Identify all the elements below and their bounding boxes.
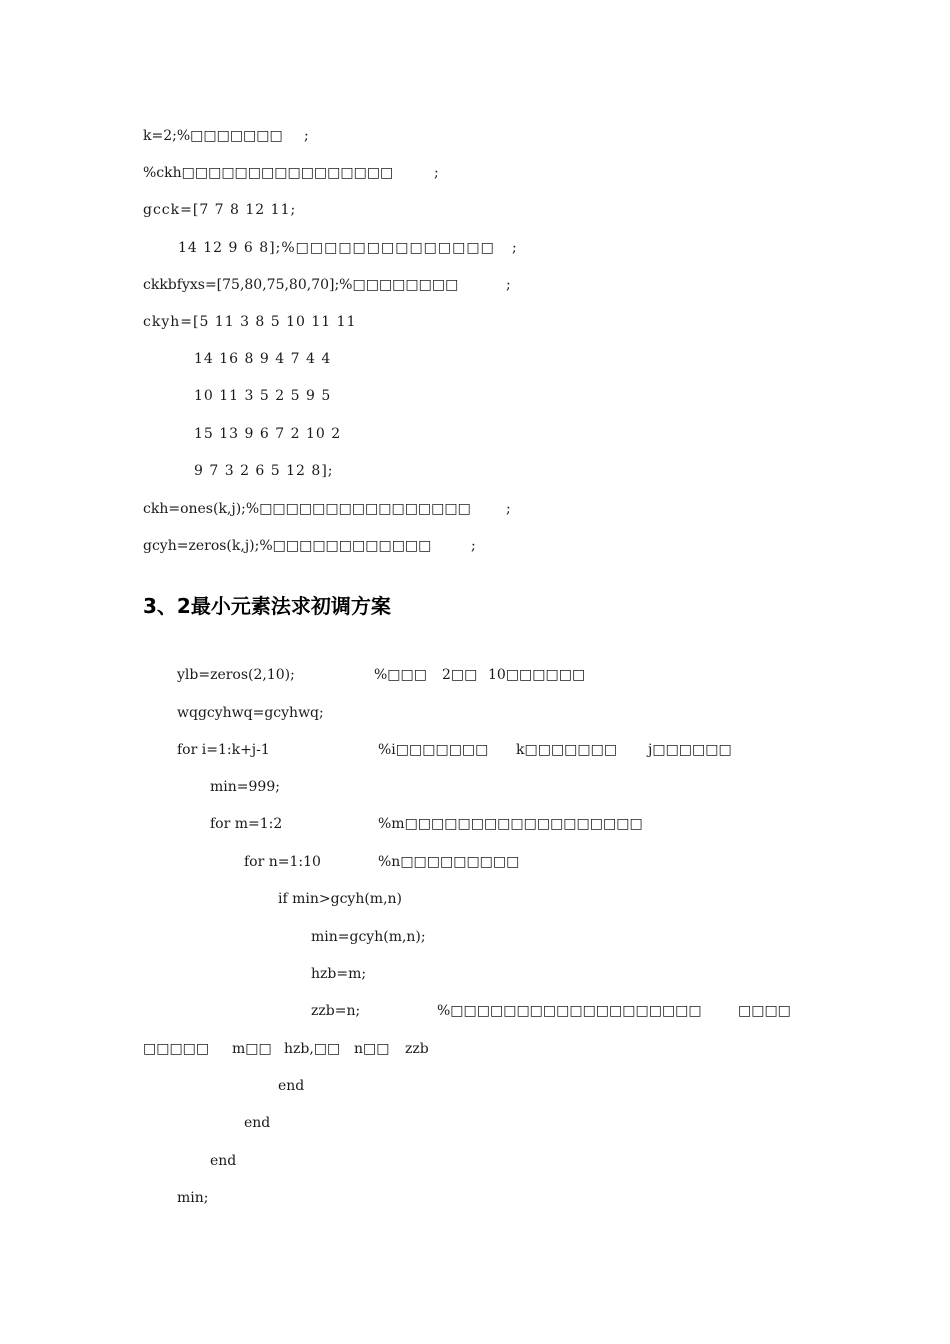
- code-comment: n□□: [354, 1041, 390, 1057]
- code-comment: %i□□□□□□□: [378, 742, 489, 758]
- code-semicolon: ;: [304, 128, 309, 144]
- code-semicolon: ;: [471, 538, 476, 554]
- code-comment: □□□□: [738, 1003, 791, 1019]
- code-comment: 10□□□□□□: [488, 667, 586, 683]
- matrix-row: 14 16 8 9 4 7 4 4: [194, 351, 332, 367]
- code-line: end: [210, 1153, 237, 1169]
- code-line: gcyh=zeros(k,j);%□□□□□□□□□□□□: [143, 538, 432, 554]
- code-comment: %n□□□□□□□□□: [378, 854, 520, 870]
- code-comment: %□□□: [374, 667, 427, 683]
- code-semicolon: ;: [512, 240, 517, 256]
- code-line: ckh=ones(k,j);%□□□□□□□□□□□□□□□□: [143, 501, 471, 517]
- code-comment: zzb: [405, 1041, 429, 1057]
- code-comment: □□□□□: [143, 1041, 210, 1057]
- code-line: ylb=zeros(2,10);: [177, 667, 295, 683]
- code-semicolon: ;: [506, 277, 511, 293]
- code-line: end: [244, 1115, 271, 1131]
- code-line: end: [278, 1078, 305, 1094]
- code-comment: 2□□: [442, 667, 478, 683]
- code-line: wqgcyhwq=gcyhwq;: [177, 705, 324, 721]
- code-line: k=2;%□□□□□□□: [143, 128, 283, 144]
- code-semicolon: ;: [434, 165, 439, 181]
- code-comment: hzb,□□: [284, 1041, 341, 1057]
- code-semicolon: ;: [506, 501, 511, 517]
- code-line: ckkbfyxs=[75,80,75,80,70];%□□□□□□□□: [143, 277, 459, 293]
- code-line: 14 12 9 6 8];%□□□□□□□□□□□□□□: [178, 240, 495, 256]
- code-comment: %m□□□□□□□□□□□□□□□□□□: [378, 816, 643, 832]
- code-line: for n=1:10: [244, 854, 321, 870]
- code-comment-line: %ckh□□□□□□□□□□□□□□□□: [143, 165, 394, 181]
- code-comment: j□□□□□□: [648, 742, 732, 758]
- code-line: for m=1:2: [210, 816, 283, 832]
- code-comment: m□□: [232, 1041, 272, 1057]
- matrix-row: 15 13 9 6 7 2 10 2: [194, 426, 342, 442]
- code-line: hzb=m;: [311, 966, 367, 982]
- code-line: gcck=[7 7 8 12 11;: [143, 202, 297, 218]
- code-line: min=999;: [210, 779, 280, 795]
- code-line: min=gcyh(m,n);: [311, 929, 426, 945]
- matrix-row: 10 11 3 5 2 5 9 5: [194, 388, 332, 404]
- code-comment: %□□□□□□□□□□□□□□□□□□□: [437, 1003, 702, 1019]
- code-line: min;: [177, 1190, 209, 1206]
- code-line: ckyh=[5 11 3 8 5 10 11 11: [143, 314, 357, 330]
- code-line: if min>gcyh(m,n): [278, 891, 403, 907]
- matrix-row: 9 7 3 2 6 5 12 8];: [194, 463, 334, 479]
- code-line: zzb=n;: [311, 1003, 361, 1019]
- code-comment: k□□□□□□□: [516, 742, 618, 758]
- section-heading: 3、2最小元素法求初调方案: [143, 594, 391, 618]
- code-line: for i=1:k+j-1: [177, 742, 270, 758]
